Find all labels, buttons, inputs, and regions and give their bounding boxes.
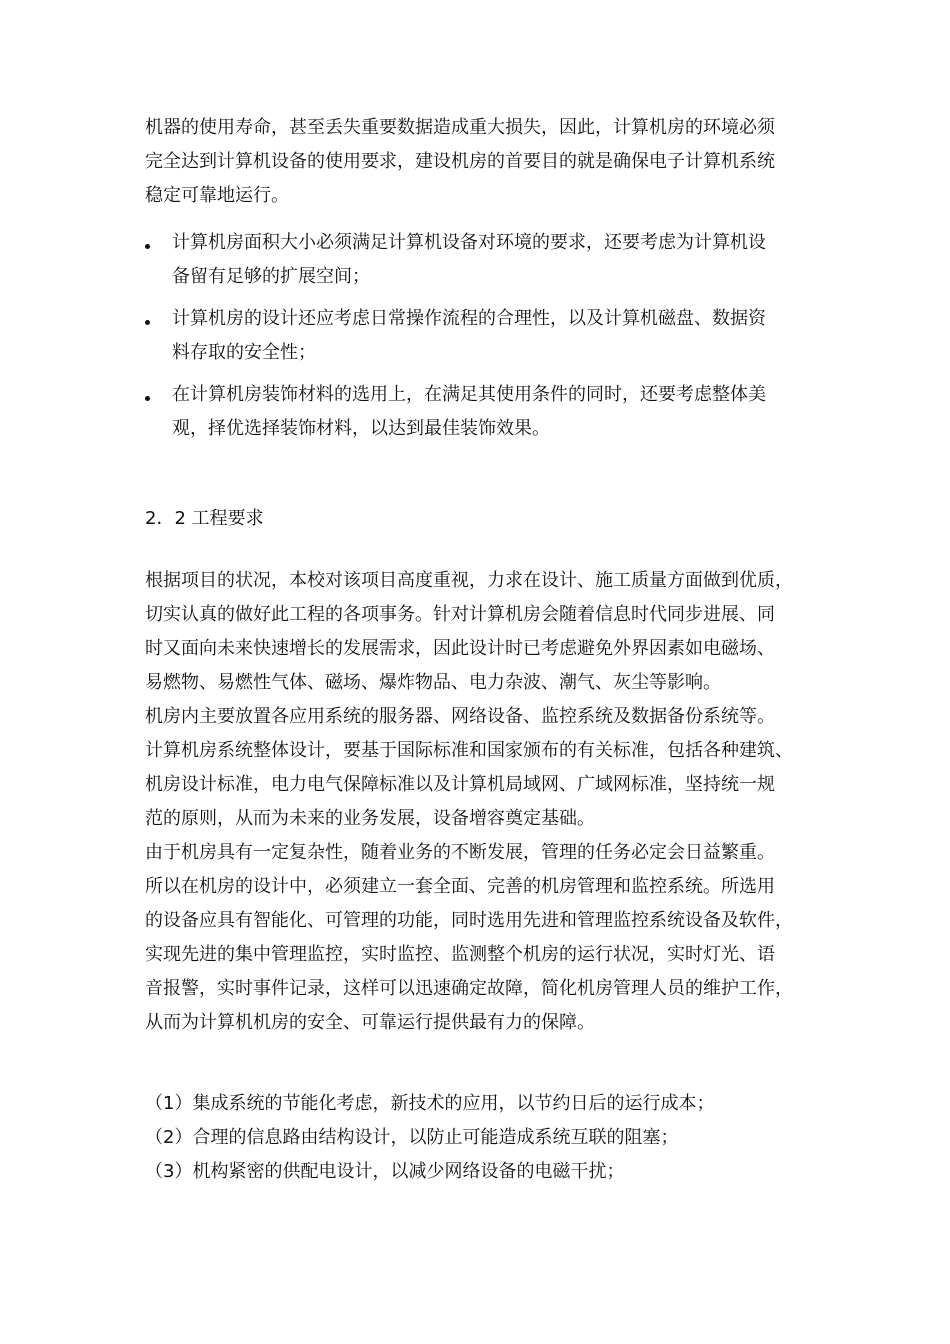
bullet-item <box>145 378 810 446</box>
bullet-list <box>145 226 810 446</box>
intro-line: 稳定可靠地运行。 <box>145 185 289 206</box>
intro-line: 机器的使用寿命，甚至丢失重要数据造成重大损失，因此，计算机房的环境必须 <box>145 117 775 138</box>
bullet-dot-icon <box>145 396 150 401</box>
numbered-list <box>145 1087 810 1189</box>
intro-paragraph <box>145 111 810 213</box>
bullet-line: 料存取的安全性； <box>172 342 316 363</box>
numbered-item: （3）机构紧密的供配电设计，以减少网络设备的电磁干扰； <box>145 1161 625 1182</box>
bullet-line: 备留有足够的扩展空间； <box>172 266 370 287</box>
numbered-item: （1）集成系统的节能化考虑，新技术的应用，以节约日后的运行成本； <box>145 1093 715 1114</box>
body-line: 机房内主要放置各应用系统的服务器、网络设备、监控系统及数据备份系统等。 <box>145 706 775 727</box>
bullet-line: 观，择优选择装饰材料，以达到最佳装饰效果。 <box>172 418 550 439</box>
body-line: 计算机房系统整体设计，要基于国际标准和国家颁布的有关标准，包括各种建筑、 <box>145 740 793 761</box>
body-line: 范的原则，从而为未来的业务发展，设备增容奠定基础。 <box>145 808 595 829</box>
body-line: 从而为计算机机房的安全、可靠运行提供最有力的保障。 <box>145 1012 595 1033</box>
bullet-line: 计算机房面积大小必须满足计算机设备对环境的要求，还要考虑为计算机设 <box>172 232 766 253</box>
body-line: 的设备应具有智能化、可管理的功能，同时选用先进和管理监控系统设备及软件， <box>145 910 793 931</box>
intro-line: 完全达到计算机设备的使用要求，建设机房的首要目的就是确保电子计算机系统 <box>145 151 775 172</box>
numbered-item: （2）合理的信息路由结构设计，以防止可能造成系统互联的阻塞； <box>145 1127 679 1148</box>
body-line: 由于机房具有一定复杂性，随着业务的不断发展，管理的任务必定会日益繁重。 <box>145 842 775 863</box>
bullet-item <box>145 302 810 370</box>
bullet-line: 计算机房的设计还应考虑日常操作流程的合理性，以及计算机磁盘、数据资 <box>172 308 766 329</box>
section-heading: 2．2 工程要求 <box>145 508 264 529</box>
bullet-dot-icon <box>145 320 150 325</box>
body-text <box>145 564 810 1040</box>
body-line: 易燃物、易燃性气体、磁场、爆炸物品、电力杂波、潮气、灰尘等影响。 <box>145 672 721 693</box>
body-line: 机房设计标准，电力电气保障标准以及计算机局域网、广域网标准，坚持统一规 <box>145 774 775 795</box>
body-line: 所以在机房的设计中，必须建立一套全面、完善的机房管理和监控系统。所选用 <box>145 876 775 897</box>
body-line: 根据项目的状况，本校对该项目高度重视，力求在设计、施工质量方面做到优质， <box>145 570 793 591</box>
bullet-item <box>145 226 810 294</box>
body-line: 切实认真的做好此工程的各项事务。针对计算机房会随着信息时代同步进展、同 <box>145 604 775 625</box>
body-line: 音报警，实时事件记录，这样可以迅速确定故障，简化机房管理人员的维护工作， <box>145 978 793 999</box>
body-line: 时又面向未来快速增长的发展需求，因此设计时已考虑避免外界因素如电磁场、 <box>145 638 775 659</box>
body-line: 实现先进的集中管理监控，实时监控、监测整个机房的运行状况，实时灯光、语 <box>145 944 775 965</box>
bullet-dot-icon <box>145 244 150 249</box>
bullet-line: 在计算机房装饰材料的选用上，在满足其使用条件的同时，还要考虑整体美 <box>172 384 766 405</box>
